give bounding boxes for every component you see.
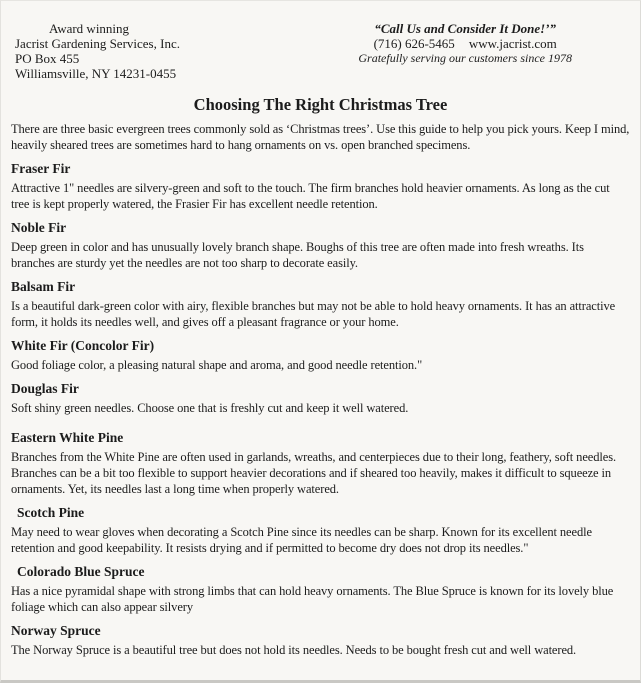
letterhead xyxy=(11,21,630,81)
company-name: Jacrist Gardening Services, Inc. xyxy=(15,36,180,51)
tree-section-body: The Norway Spruce is a beautiful tree but does not hold its needles. Needs to be bought fresh cut and well watered. xyxy=(11,643,577,657)
serving-since-line: Gratefully serving our customers since 1978 xyxy=(358,51,572,65)
tree-section-colorado-blue-spruce xyxy=(11,563,630,615)
phone-number: (716) 626-5465 xyxy=(373,36,455,51)
tree-section-fraser-fir xyxy=(11,160,630,212)
tree-section-body: Branches from the White Pine are often used in garlands, wreaths, and centerpieces due to their long, feathery, soft needles. Branches can be a bit too flexible to support heavier decorations and if sheared too heavily, makes it difficult to squeeze in ornaments. Yet, its needles last a long time when properly watered. xyxy=(11,450,616,496)
tree-section-body: Attractive 1" needles are silvery-green and soft to the touch. The firm branches hold heavier ornaments. As long as the cut tree is kept properly watered, the Frasier Fir has excellent needle retention. xyxy=(11,181,610,211)
letterhead-address-block xyxy=(15,21,180,81)
tree-section-white-fir xyxy=(11,337,630,373)
letterhead-contact-block xyxy=(358,21,572,66)
tree-section-heading: Balsam Fir xyxy=(11,279,76,294)
tree-section-norway-spruce xyxy=(11,622,630,658)
intro-paragraph: There are three basic evergreen trees commonly sold as ‘Christmas trees’. Use this guide to help you pick yours. Keep I mind, heavily sheared trees are sometimes hard to hang ornaments on vs. open branched specimens. xyxy=(11,122,630,152)
tree-section-body: Has a nice pyramidal shape with strong limbs that can hold heavy ornaments. The Blue Spruce is known for its lovely blue foliage which can also appear silvery xyxy=(11,584,614,614)
award-winning-line: Award winning xyxy=(49,21,130,36)
address-line-po-box: PO Box 455 xyxy=(15,51,80,66)
tree-section-heading: Douglas Fir xyxy=(11,381,79,396)
tree-section-heading: Colorado Blue Spruce xyxy=(17,564,145,579)
page-title: Choosing The Right Christmas Tree xyxy=(193,95,448,114)
tree-section-eastern-white-pine xyxy=(11,429,630,497)
tree-section-balsam-fir xyxy=(11,278,630,330)
tree-section-heading: Noble Fir xyxy=(11,220,67,235)
tree-section-heading: Eastern White Pine xyxy=(11,430,124,445)
tree-section-heading: Scotch Pine xyxy=(17,505,85,520)
contact-line xyxy=(358,36,572,51)
website-url: www.jacrist.com xyxy=(468,36,557,51)
address-line-city: Williamsville, NY 14231-0455 xyxy=(15,66,177,81)
tree-section-body: Deep green in color and has unusually lovely branch shape. Boughs of this tree are often made into fresh wreaths. Its branches are sturdy yet the needles are not too sharp to decorate easily. xyxy=(11,240,584,270)
tree-section-noble-fir xyxy=(11,219,630,271)
tree-section-body: Soft shiny green needles. Choose one that is freshly cut and keep it well watered. xyxy=(11,401,409,415)
document-content xyxy=(1,1,640,658)
tree-section-heading: Norway Spruce xyxy=(11,623,101,638)
company-tagline: “Call Us and Consider It Done!’” xyxy=(374,21,557,36)
tree-section-body: May need to wear gloves when decorating a Scotch Pine since its needles can be sharp. Known for its excellent needle retention and good keepability. It resists drying and if permitted to become dry does not drop its needles." xyxy=(11,525,592,555)
tree-section-scotch-pine xyxy=(11,504,630,556)
tree-section-heading: Fraser Fir xyxy=(11,161,71,176)
tree-section-douglas-fir xyxy=(11,380,630,416)
tree-section-heading: White Fir (Concolor Fir) xyxy=(11,338,155,353)
tree-section-body: Good foliage color, a pleasing natural shape and aroma, and good needle retention." xyxy=(11,358,423,372)
tree-section-body: Is a beautiful dark-green color with airy, flexible branches but may not be able to hold heavy ornaments. It has an attractive form, it holds its needles well, and gives off a pleasant fragrance or your home. xyxy=(11,299,616,329)
